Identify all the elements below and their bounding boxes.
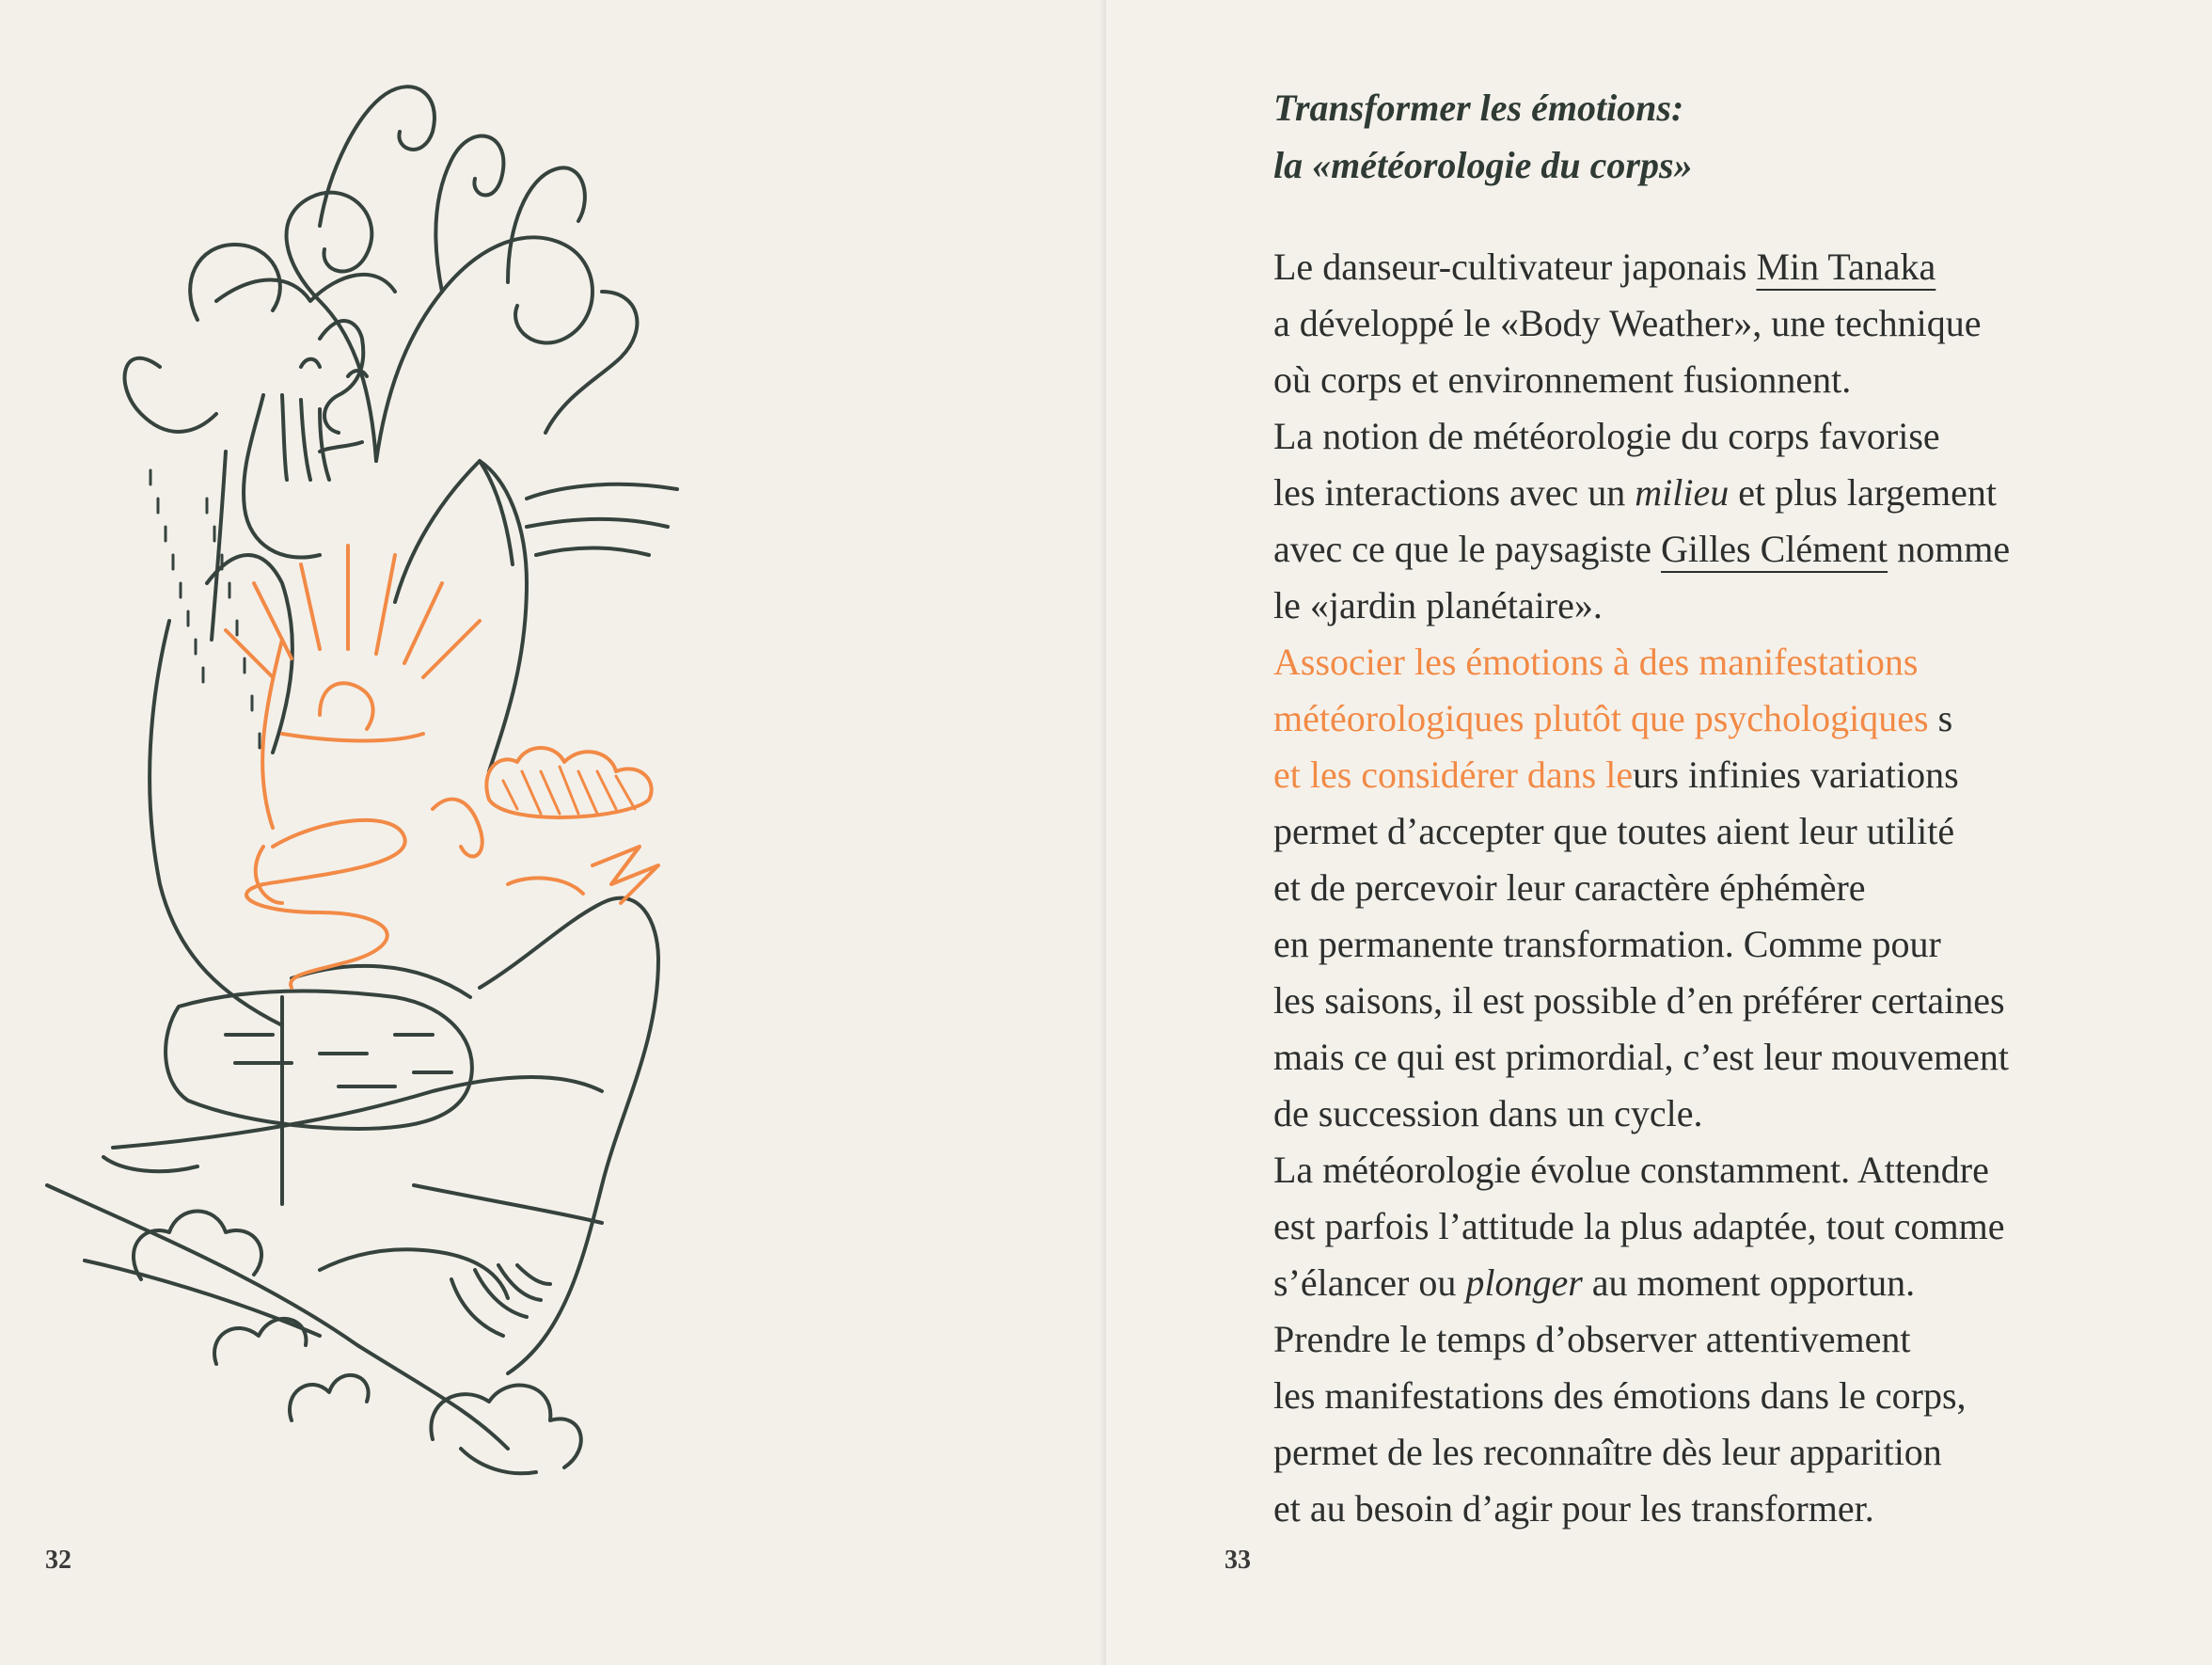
text-line: de succession dans un cycle. bbox=[1273, 1092, 1703, 1134]
gilles-clement-link: Gilles Clément bbox=[1661, 528, 1888, 570]
text-line: Prendre le temps d’observer attentivement bbox=[1273, 1318, 1911, 1360]
section-heading bbox=[1273, 79, 2120, 194]
text-line: permet d’accepter que toutes aient leur utilité bbox=[1273, 810, 1955, 852]
text-line: le «jardin planétaire». bbox=[1273, 584, 1603, 626]
highlight-segment: et les considérer dans le bbox=[1273, 753, 1634, 796]
text-line bbox=[1273, 521, 2120, 578]
text-line: où corps et environnement fusionnent. bbox=[1273, 358, 1852, 401]
text-segment: s’élancer ou bbox=[1273, 1261, 1466, 1304]
text-line: est parfois l’attitude la plus adaptée, tout comme bbox=[1273, 1205, 2005, 1247]
text-segment: les interactions avec un bbox=[1273, 471, 1635, 514]
text-segment: et plus largement bbox=[1729, 471, 1998, 514]
highlight-line: Associer les émotions à des manifestations bbox=[1273, 641, 1919, 683]
text-line bbox=[1273, 465, 2120, 521]
highlight-segment: météorologiques plutôt que psychologiques bbox=[1273, 697, 1929, 739]
text-line bbox=[1273, 747, 2120, 803]
text-line: La météorologie évolue constamment. Attendre bbox=[1273, 1149, 1989, 1191]
text-line bbox=[1273, 239, 2120, 295]
text-segment: avec ce que le paysagiste bbox=[1273, 528, 1662, 570]
text-line: les saisons, il est possible d’en préférer certaines bbox=[1273, 979, 2005, 1022]
heading-line-1: Transformer les émotions: bbox=[1273, 87, 1684, 129]
text-segment: nomme bbox=[1888, 528, 2011, 570]
min-tanaka-link: Min Tanaka bbox=[1756, 246, 1936, 288]
emphasis-plonger: plonger bbox=[1465, 1261, 1583, 1304]
text-line: en permanente transformation. Comme pour bbox=[1273, 923, 1941, 965]
heading-line-2: la «météorologie du corps» bbox=[1273, 144, 1693, 186]
text-line bbox=[1273, 690, 2120, 747]
text-segment: urs infinies variations bbox=[1633, 753, 1959, 796]
text-line: et de percevoir leur caractère éphémère bbox=[1273, 866, 1866, 909]
text-line bbox=[1273, 1255, 2120, 1311]
landscape-illustration bbox=[38, 56, 1016, 1505]
text-line: permet de les reconnaître dès leur apparition bbox=[1273, 1431, 1942, 1473]
text-line: La notion de météorologie du corps favorise bbox=[1273, 415, 1940, 457]
page-number-right: 33 bbox=[1224, 1546, 1251, 1575]
text-line: et au besoin d’agir pour les transformer. bbox=[1273, 1487, 1874, 1530]
page-number-left: 32 bbox=[45, 1546, 71, 1575]
text-segment: s bbox=[1928, 697, 1953, 739]
text-line: les manifestations des émotions dans le corps, bbox=[1273, 1374, 1967, 1417]
body-text bbox=[1273, 239, 2120, 1537]
emphasis-milieu: milieu bbox=[1635, 471, 1730, 514]
text-line: a développé le «Body Weather», une technique bbox=[1273, 302, 1982, 344]
text-segment: au moment opportun. bbox=[1582, 1261, 1916, 1304]
text-line: mais ce qui est primordial, c’est leur mouvement bbox=[1273, 1036, 2009, 1078]
text-segment: Le danseur-cultivateur japonais bbox=[1273, 246, 1757, 288]
